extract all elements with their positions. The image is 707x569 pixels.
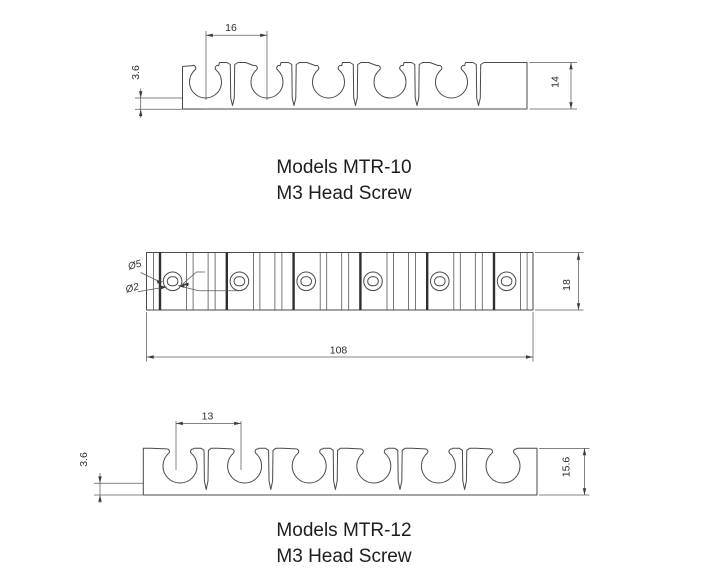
screw-hole [230,272,249,291]
dim-pitch-top: 16 [225,22,237,34]
screw-hole [163,272,182,291]
caption-mtr12-screw: M3 Head Screw [276,545,412,567]
mtr10-profile-outline [183,63,528,110]
caption-mtr12 [224,518,464,569]
screw-hole [297,272,316,291]
dim-depth-bottom: 3.6 [78,452,90,467]
dim-hole-outer-label: Ø5 [126,258,143,273]
screw-hole [364,272,383,291]
caption-mtr10-screw: M3 Head Screw [276,182,412,204]
groove-lines [153,253,527,311]
screw-hole [431,272,450,291]
caption-mtr10 [224,155,464,206]
mtr12-profile-outline [143,448,537,495]
dim-height-bottom: 15.6 [560,456,573,478]
mtr10-profile-view [130,22,577,118]
screw-hole [497,272,516,291]
dim-length: 108 [329,344,348,357]
caption-mtr12-model: Models MTR-12 [276,520,412,541]
dim-depth-top: 3.6 [130,65,142,80]
dim-width: 18 [561,279,573,291]
dim-height-top: 14 [549,76,562,88]
dim-hole-inner-label: Ø2 [124,281,141,296]
plan-view [123,253,583,362]
mtr12-profile-view [78,411,590,504]
caption-mtr10-model: Models MTR-10 [276,157,412,178]
dim-pitch-bottom: 13 [201,410,214,423]
screw-holes [163,272,516,291]
